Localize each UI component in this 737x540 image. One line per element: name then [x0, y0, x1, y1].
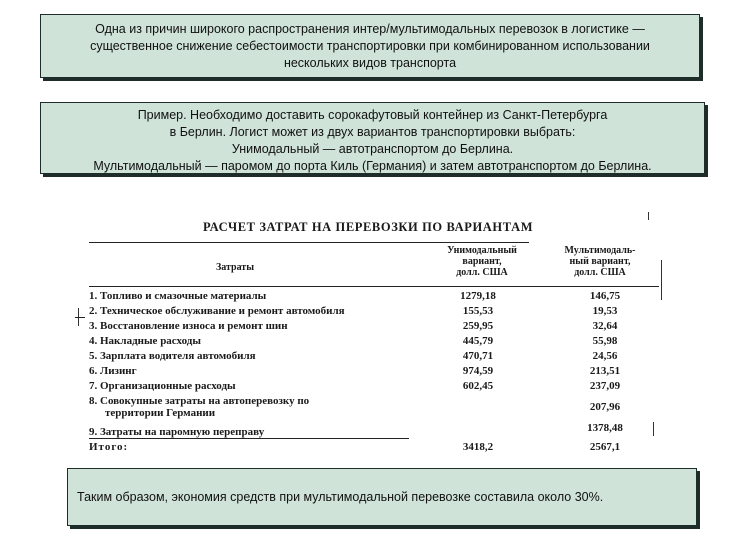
- col-costs-header: Затраты: [215, 262, 255, 273]
- intro-line-2: существенное снижение себестоимости транспортировки при комбинированном использовании: [90, 39, 650, 53]
- row-1-label: 1. Топливо и смазочные материалы: [89, 290, 267, 302]
- row-7-uni: 602,45: [462, 380, 494, 392]
- row-1-uni: 1279,18: [460, 290, 496, 302]
- row-8-label: 8. Совокупные затраты на автоперевозку по: [89, 395, 310, 407]
- row-2-uni: 155,53: [462, 305, 494, 317]
- example-line-2: в Берлин. Логист может из двух вариантов транспортировки выбрать:: [169, 125, 576, 139]
- row-2-label: 2. Техническое обслуживание и ремонт автомобиля: [89, 305, 345, 317]
- row-1-multi: 146,75: [589, 290, 621, 302]
- example-line-1: Пример. Необходимо доставить сорокафутовый контейнер из Санкт-Петербурга: [137, 108, 608, 122]
- table-title: РАСЧЕТ ЗАТРАТ НА ПЕРЕВОЗКИ ПО ВАРИАНТАМ: [203, 220, 534, 234]
- example-line-3: Унимодальный — автотранспортом до Берлина.: [231, 142, 514, 156]
- row-6-uni: 974,59: [462, 365, 494, 377]
- cost-table: [75, 200, 675, 460]
- col-multimodal-line-2: ный вариант,: [569, 256, 631, 267]
- row-4-multi: 55,98: [592, 335, 618, 347]
- row-6-label: 6. Лизинг: [89, 365, 137, 377]
- intro-line-3: нескольких видов транспорта: [283, 56, 457, 70]
- row-7-multi: 237,09: [589, 380, 621, 392]
- row-2-multi: 19,53: [592, 305, 618, 317]
- example-box: [40, 102, 705, 174]
- row-9-label: 9. Затраты на паромную переправу: [89, 426, 265, 438]
- row-3-label: 3. Восстановление износа и ремонт шин: [89, 320, 288, 332]
- intro-line-1: Одна из причин широкого распространения интер/мультимодальных перевозок в логистике —: [95, 22, 645, 36]
- row-7-label: 7. Организационные расходы: [89, 380, 236, 392]
- col-multimodal-header: [545, 245, 655, 278]
- total-rule: [89, 438, 409, 439]
- scan-mark: [648, 212, 649, 220]
- total-uni: 3418,2: [462, 441, 494, 453]
- conclusion-text: Таким образом, экономия средств при мультимодальной перевозке составила около 30%.: [77, 490, 604, 504]
- col-unimodal-header: [427, 245, 537, 278]
- row-3-multi: 32,64: [592, 320, 618, 332]
- intro-box: [40, 14, 700, 78]
- row-8-multi: 207,96: [589, 401, 621, 413]
- right-edge-line: [661, 260, 662, 300]
- row-4-uni: 445,79: [462, 335, 494, 347]
- row-9-edge-mark: [653, 422, 654, 436]
- table-top-rule: [89, 242, 529, 243]
- row-8-label-cont: территории Германии: [105, 407, 216, 419]
- row-3-uni: 259,95: [462, 320, 494, 332]
- col-unimodal-line-2: вариант,: [462, 256, 502, 267]
- col-multimodal-line-3: долл. США: [574, 267, 626, 278]
- row-4-label: 4. Накладные расходы: [89, 335, 201, 347]
- col-multimodal-line-1: Мультимодаль-: [564, 245, 636, 256]
- row-6-multi: 213,51: [589, 365, 621, 377]
- conclusion-box: [67, 468, 697, 526]
- col-unimodal-line-3: долл. США: [456, 267, 508, 278]
- row-5-uni: 470,71: [462, 350, 494, 362]
- total-multi: 2567,1: [589, 441, 621, 453]
- total-label: Итого:: [89, 441, 129, 453]
- left-scan-dash: [75, 317, 85, 318]
- col-unimodal-line-1: Унимодальный: [447, 245, 517, 256]
- row-9-multi: 1378,48: [587, 422, 623, 434]
- row-5-multi: 24,56: [592, 350, 618, 362]
- row-5-label: 5. Зарплата водителя автомобиля: [89, 350, 256, 362]
- example-line-4: Мультимодальный — паромом до порта Киль (Германия) и затем автотранспортом до Берлина.: [93, 159, 652, 173]
- header-bottom-rule: [89, 286, 659, 287]
